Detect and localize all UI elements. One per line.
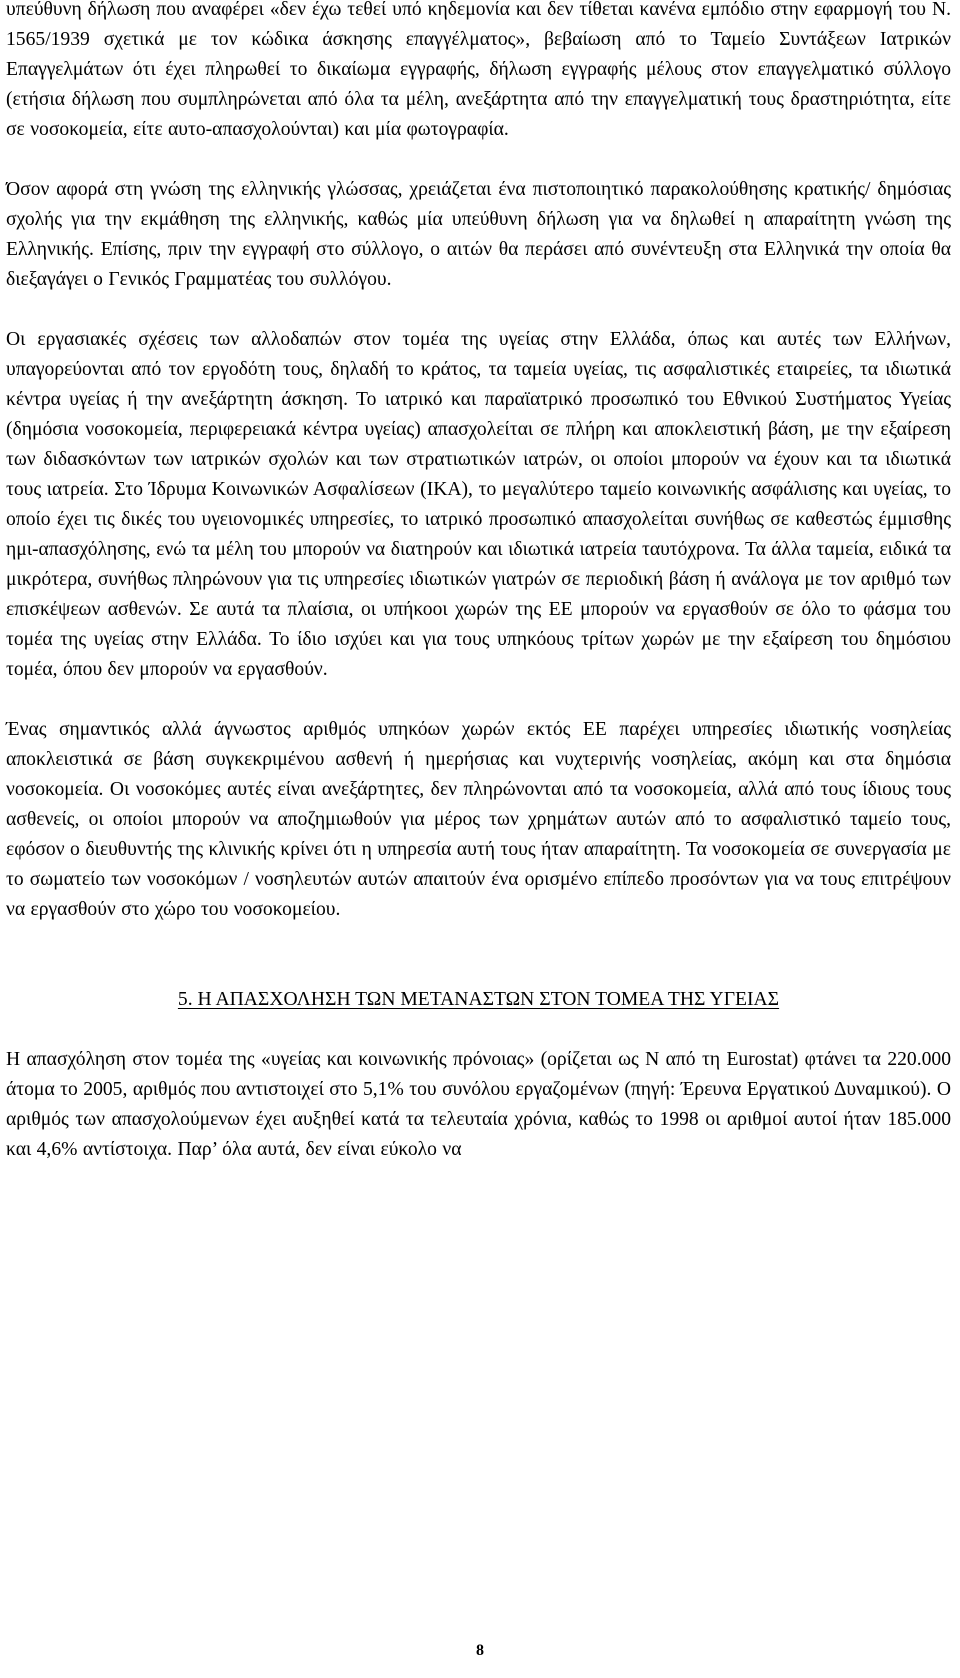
paragraph-spacer [6, 1015, 951, 1045]
paragraph-spacer [6, 145, 951, 175]
paragraph-spacer [6, 955, 951, 985]
paragraph-spacer [6, 295, 951, 325]
paragraph-employment-relations: Οι εργασιακές σχέσεις των αλλοδαπών στον τομέα της υγείας στην Ελλάδα, όπως και αυτές των Ελλήνων, υπαγορεύονται από τον εργοδότη τους, δηλαδή το κράτος, τα ταμεία υγείας, τις ασφαλιστικές εταιρείες, τα ιδιωτικά κέντρα υγείας ή την ανεξάρτητη άσκηση. Το ιατρικό και παραϊατρικό προσωπικό του Εθνικού Συστήματος Υγείας (δημόσια νοσοκομεία, περιφερειακά κέντρα υγείας) απασχολείται σε πλήρη και αποκλειστική βάση, με την εξαίρεση των διδασκόντων των ιατρικών σχολών και των στρατιωτικών ιατρών, οι οποίοι μπορούν να έχουν και τα ιδιωτικά τους ιατρεία. Στο Ίδρυμα Κοινωνικών Ασφαλίσεων (ΙΚΑ), το μεγαλύτερο ταμείο κοινωνικής ασφάλισης και υγείας, το οποίο έχει τις δικές του υγειονομικές υπηρεσίες, το ιατρικό προσωπικό απασχολείται συνήθως σε καθεστώς έμμισθης ημι-απασχόλησης, ενώ τα μέλη του μπορούν να διατηρούν και ιδιωτικά ιατρεία ταυτόχρονα. Τα άλλα ταμεία, ειδικά τα μικρότερα, συνήθως πληρώνουν για τις υπηρεσίες ιδιωτικών γιατρών σε περιοδική βάση ή ανάλογα με τον αριθμό των επισκέψεων ασθενών. Σε αυτά τα πλαίσια, οι υπήκοοι χωρών της ΕΕ μπορούν να εργασθούν σε όλο το φάσμα του τομέα της υγείας στην Ελλάδα. Το ίδιο ισχύει και για τους υπηκόους τρίτων χωρών με την εξαίρεση του δημόσιου τομέα, όπου δεν μπορούν να εργασθούν. [6, 329, 951, 680]
paragraph-spacer [6, 685, 951, 715]
paragraph-spacer [6, 925, 951, 955]
paragraph-greek-language: Όσον αφορά στη γνώση της ελληνικής γλώσσας, χρειάζεται ένα πιστοποιητικό παρακολούθησης κρατικής/ δημόσιας σχολής για την εκμάθηση της ελληνικής, καθώς μία υπεύθυνη δήλωση για να δηλωθεί η απαραίτητη γνώση της Ελληνικής. Επίσης, πριν την εγγραφή στο σύλλογο, ο αιτών θα περάσει από συνέντευξη στα Ελληνικά την οποία θα διεξαγάγει ο Γενικός Γραμματέας του συλλόγου. [6, 179, 951, 290]
page-body [6, 0, 951, 1165]
page-number: 8 [476, 1642, 484, 1659]
paragraph-registration-documents: υπεύθυνη δήλωση που αναφέρει «δεν έχω τεθεί υπό κηδεμονία και δεν τίθεται κανένα εμπόδιο στην εφαρμογή του Ν. 1565/1939 σχετικά με τον κώδικα άσκησης επαγγέλματος», βεβαίωση από το Ταμείο Συντάξεων Ιατρικών Επαγγελμάτων ότι έχει πληρωθεί το δικαίωμα εγγραφής, δήλωση εγγραφής μέλους στον επαγγελματικό σύλλογο (ετήσια δήλωση που συμπληρώνεται από όλα τα μέλη, ανεξάρτητα από την επαγγελματική τους δραστηριότητα, είτε σε νοσοκομεία, είτε αυτο-απασχολούνται) και μία φωτογραφία. [6, 0, 951, 140]
paragraph-private-nursing: Ένας σημαντικός αλλά άγνωστος αριθμός υπηκόων χωρών εκτός ΕΕ παρέχει υπηρεσίες ιδιωτικής νοσηλείας αποκλειστικά σε βάση συγκεκριμένου ασθενή ή ημερήσιας και νυχτερινής νοσηλείας, ακόμη και στα δημόσια νοσοκομεία. Οι νοσοκόμες αυτές είναι ανεξάρτητες, δεν πληρώνονται από τα νοσοκομεία, αλλά από τους ίδιους τους ασθενείς, οι οποίοι μπορούν να αποζημιωθούν για μέρος των χρημάτων αυτών από το ασφαλιστικό ταμείο τους, εφόσον ο διευθυντής της κλινικής κρίνει ότι η υπηρεσία αυτή τους ήταν απαραίτητη. Τα νοσοκομεία σε συνεργασία με το σωματείο των νοσοκόμων / νοσηλευτών αυτών απαιτούν ένα ορισμένο επίπεδο προσόντων για να τους επιτρέψουν να εργασθούν στο χώρο του νοσοκομείου. [6, 719, 951, 920]
paragraph-health-employment: Η απασχόληση στον τομέα της «υγείας και κοινωνικής πρόνοιας» (ορίζεται ως Ν από τη Eurostat) φτάνει τα 220.000 άτομα το 2005, αριθμός που αντιστοιχεί στο 5,1% του συνόλου εργαζομένων (πηγή: Έρευνα Εργατικού Δυναμικού). Ο αριθμός των απασχολούμενων έχει αυξηθεί κατά τα τελευταία χρόνια, καθώς το 1998 οι αριθμοί αυτοί ήταν 185.000 και 4,6% αντίστοιχα. Παρ’ όλα αυτά, δεν είναι εύκολο να [6, 1049, 951, 1160]
section-heading: 5. Η ΑΠΑΣΧΟΛΗΣΗ ΤΩΝ ΜΕΤΑΝΑΣΤΩΝ ΣΤΟΝ ΤΟΜΕΑ ΤΗΣ ΥΓΕΙΑΣ [177, 989, 780, 1010]
